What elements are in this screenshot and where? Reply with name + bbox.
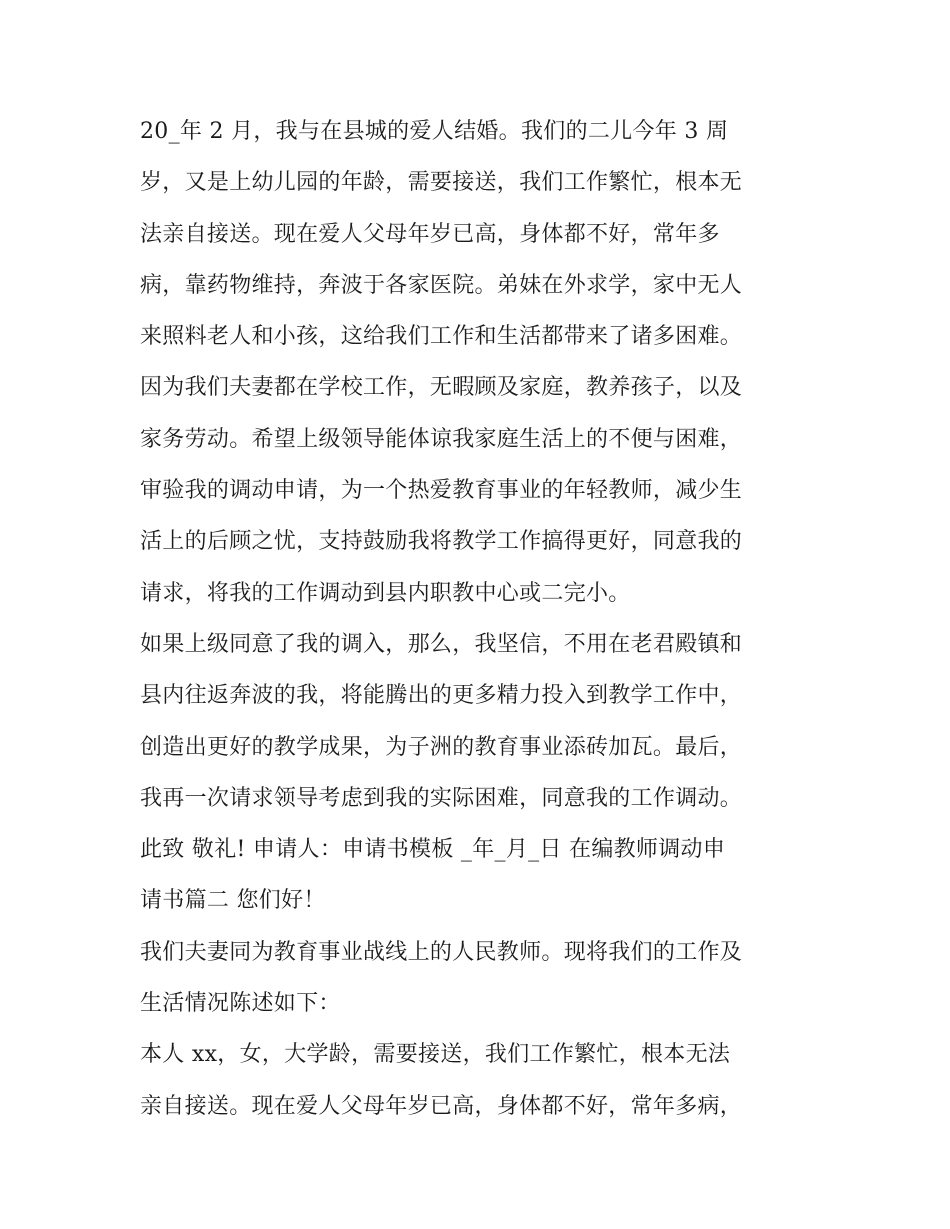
text-line: 请求，将我的工作调动到县内职教中心或二完小。	[140, 580, 631, 606]
text-line: 活上的后顾之忧，支持鼓励我将教学工作搞得更好，同意我的	[140, 529, 743, 555]
text-line: 我再一次请求领导考虑到我的实际困难，同意我的工作调动。	[140, 785, 743, 811]
text-line: 创造出更好的教学成果，为子洲的教育事业添砖加瓦。最后，	[140, 734, 743, 760]
text-line: 家务劳动。希望上级领导能体谅我家庭生活上的不便与困难，	[140, 426, 743, 452]
text-line: 生活情况陈述如下：	[140, 991, 341, 1017]
document-body	[140, 106, 820, 1132]
text-line: 亲自接送。现在爱人父母年岁已高，身体都不好，常年多病，	[140, 1093, 743, 1119]
text-line: 病，靠药物维持，奔波于各家医院。弟妹在外求学，家中无人	[140, 272, 743, 298]
text-line: 如果上级同意了我的调入，那么，我坚信，不用在老君殿镇和	[140, 631, 743, 657]
text-line: 县内往返奔波的我，将能腾出的更多精力投入到教学工作中，	[140, 683, 743, 709]
text-line: 法亲自接送。现在爱人父母年岁已高，身体都不好，常年多	[140, 221, 720, 247]
text-line: 本人 xx，女，大学龄，需要接送，我们工作繁忙，根本无法	[140, 1042, 731, 1068]
text-line: 我们夫妻同为教育事业战线上的人民教师。现将我们的工作及	[140, 939, 743, 965]
text-line: 此致 敬礼! 申请人：申请书模板 _年_月_日 在编教师调动申	[140, 837, 726, 863]
text-line: 20_年 2 月，我与在县城的爱人结婚。我们的二儿今年 3 周	[140, 119, 729, 144]
text-line: 来照料老人和小孩，这给我们工作和生活都带来了诸多困难。	[140, 324, 743, 350]
text-line: 因为我们夫妻都在学校工作，无暇顾及家庭，教养孩子，以及	[140, 375, 743, 401]
text-line: 岁，又是上幼儿园的年龄，需要接送，我们工作繁忙，根本无	[140, 170, 743, 196]
text-line: 审验我的调动申请，为一个热爱教育事业的年轻教师，减少生	[140, 478, 743, 504]
text-line: 请书篇二 您们好！	[140, 888, 326, 914]
